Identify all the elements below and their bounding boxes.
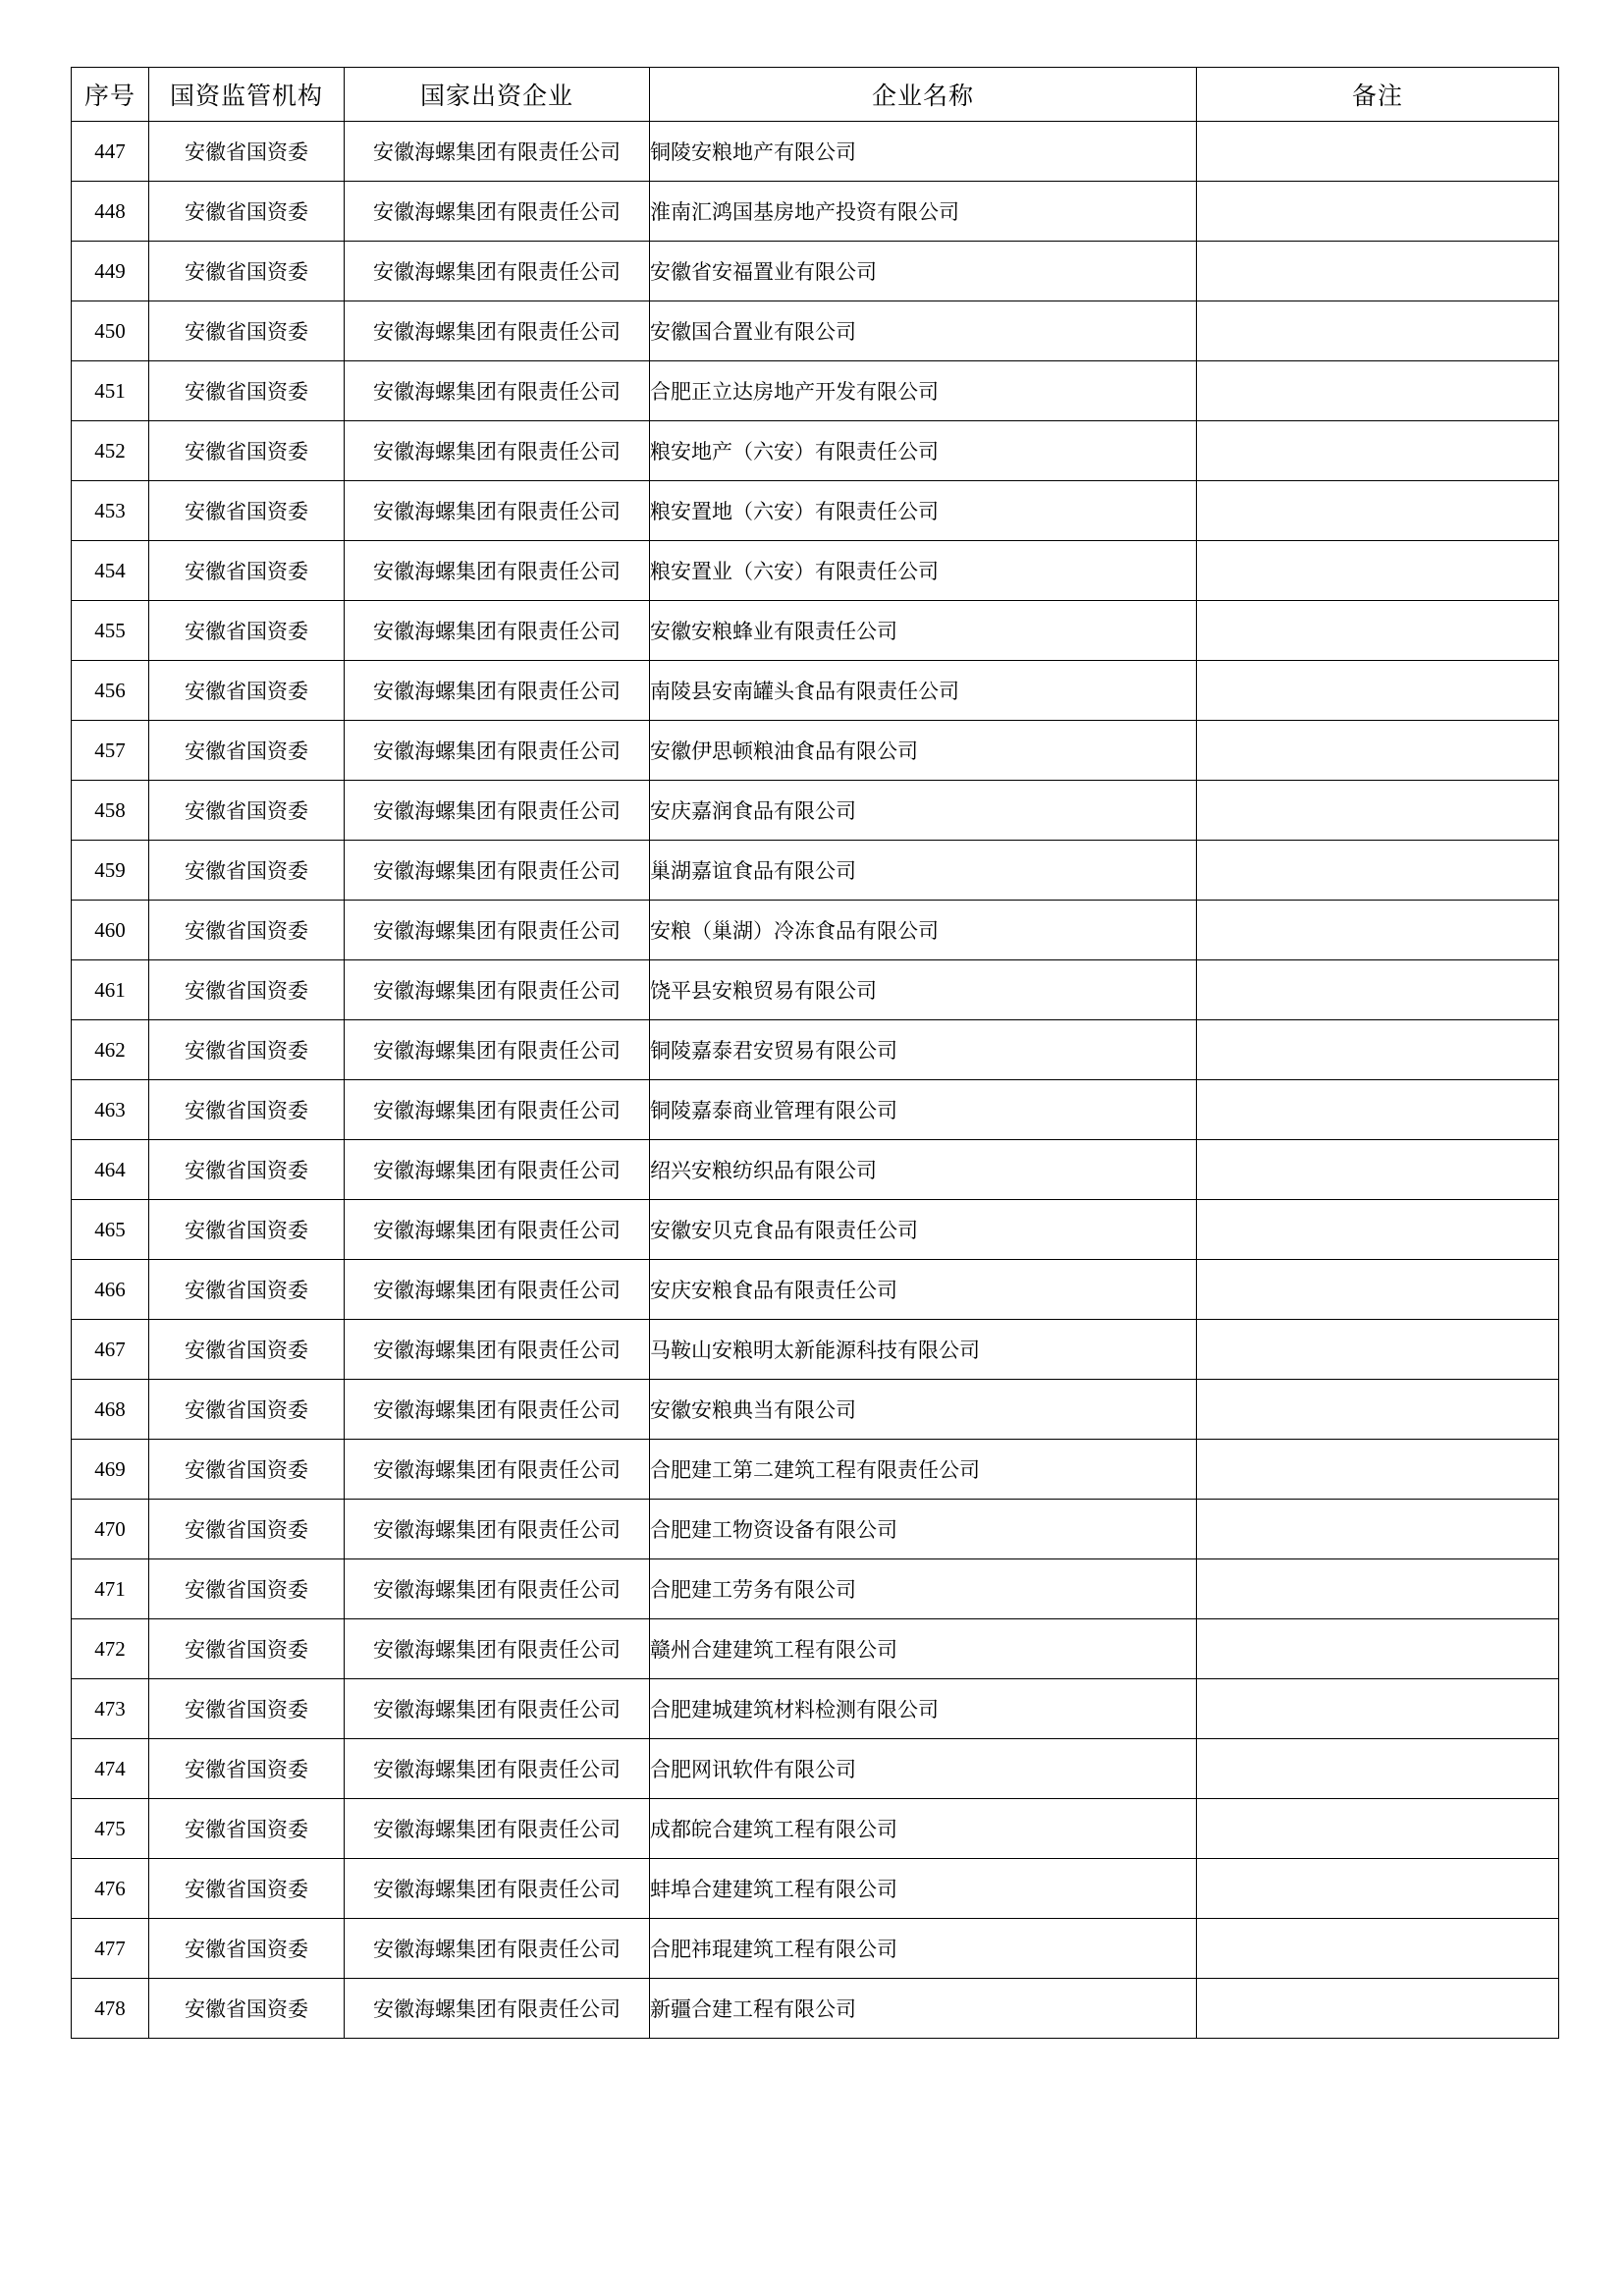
- table-row: [72, 182, 1559, 242]
- cell-index: 451: [72, 361, 149, 421]
- cell-index: 453: [72, 481, 149, 541]
- cell-note: [1197, 242, 1559, 301]
- cell-org: 安徽省国资委: [149, 781, 345, 841]
- table-row: [72, 1080, 1559, 1140]
- cell-enterprise: 安徽海螺集团有限责任公司: [345, 1559, 650, 1619]
- cell-org: 安徽省国资委: [149, 601, 345, 661]
- cell-note: [1197, 901, 1559, 960]
- cell-note: [1197, 1380, 1559, 1440]
- cell-note: [1197, 481, 1559, 541]
- table-row: [72, 301, 1559, 361]
- table-row: [72, 481, 1559, 541]
- cell-enterprise: 安徽海螺集团有限责任公司: [345, 601, 650, 661]
- table-row: [72, 1380, 1559, 1440]
- cell-note: [1197, 960, 1559, 1020]
- table-row: [72, 1919, 1559, 1979]
- cell-index: 449: [72, 242, 149, 301]
- cell-org: 安徽省国资委: [149, 1859, 345, 1919]
- cell-index: 448: [72, 182, 149, 242]
- cell-enterprise: 安徽海螺集团有限责任公司: [345, 1739, 650, 1799]
- cell-index: 478: [72, 1979, 149, 2039]
- cell-org: 安徽省国资委: [149, 1380, 345, 1440]
- cell-enterprise: 安徽海螺集团有限责任公司: [345, 1440, 650, 1500]
- cell-index: 447: [72, 122, 149, 182]
- cell-index: 467: [72, 1320, 149, 1380]
- cell-org: 安徽省国资委: [149, 1559, 345, 1619]
- cell-note: [1197, 1440, 1559, 1500]
- cell-org: 安徽省国资委: [149, 661, 345, 721]
- cell-index: 470: [72, 1500, 149, 1559]
- column-header-name: 企业名称: [650, 68, 1197, 122]
- table-header-row: [72, 68, 1559, 122]
- cell-name: 安徽安粮蜂业有限责任公司: [650, 601, 1197, 661]
- cell-note: [1197, 661, 1559, 721]
- cell-note: [1197, 361, 1559, 421]
- table-row: [72, 1200, 1559, 1260]
- cell-enterprise: 安徽海螺集团有限责任公司: [345, 242, 650, 301]
- cell-index: 452: [72, 421, 149, 481]
- cell-enterprise: 安徽海螺集团有限责任公司: [345, 721, 650, 781]
- cell-note: [1197, 1859, 1559, 1919]
- table-row: [72, 601, 1559, 661]
- cell-org: 安徽省国资委: [149, 1200, 345, 1260]
- cell-index: 477: [72, 1919, 149, 1979]
- cell-name: 马鞍山安粮明太新能源科技有限公司: [650, 1320, 1197, 1380]
- cell-org: 安徽省国资委: [149, 1619, 345, 1679]
- table-body: [72, 122, 1559, 2039]
- cell-name: 合肥建工第二建筑工程有限责任公司: [650, 1440, 1197, 1500]
- cell-index: 458: [72, 781, 149, 841]
- cell-enterprise: 安徽海螺集团有限责任公司: [345, 960, 650, 1020]
- cell-index: 469: [72, 1440, 149, 1500]
- cell-name: 安徽国合置业有限公司: [650, 301, 1197, 361]
- cell-org: 安徽省国资委: [149, 1500, 345, 1559]
- table-row: [72, 1140, 1559, 1200]
- cell-note: [1197, 1979, 1559, 2039]
- cell-note: [1197, 182, 1559, 242]
- cell-name: 赣州合建建筑工程有限公司: [650, 1619, 1197, 1679]
- cell-name: 蚌埠合建建筑工程有限公司: [650, 1859, 1197, 1919]
- cell-index: 463: [72, 1080, 149, 1140]
- cell-enterprise: 安徽海螺集团有限责任公司: [345, 1020, 650, 1080]
- cell-enterprise: 安徽海螺集团有限责任公司: [345, 1859, 650, 1919]
- cell-org: 安徽省国资委: [149, 1440, 345, 1500]
- cell-org: 安徽省国资委: [149, 182, 345, 242]
- cell-index: 465: [72, 1200, 149, 1260]
- cell-note: [1197, 1080, 1559, 1140]
- cell-note: [1197, 601, 1559, 661]
- cell-note: [1197, 421, 1559, 481]
- cell-name: 安徽伊思顿粮油食品有限公司: [650, 721, 1197, 781]
- table-row: [72, 1979, 1559, 2039]
- cell-index: 475: [72, 1799, 149, 1859]
- cell-name: 安徽省安福置业有限公司: [650, 242, 1197, 301]
- cell-index: 459: [72, 841, 149, 901]
- cell-org: 安徽省国资委: [149, 1739, 345, 1799]
- cell-name: 合肥网讯软件有限公司: [650, 1739, 1197, 1799]
- cell-enterprise: 安徽海螺集团有限责任公司: [345, 901, 650, 960]
- cell-enterprise: 安徽海螺集团有限责任公司: [345, 541, 650, 601]
- cell-enterprise: 安徽海螺集团有限责任公司: [345, 1619, 650, 1679]
- cell-name: 新疆合建工程有限公司: [650, 1979, 1197, 2039]
- cell-org: 安徽省国资委: [149, 1919, 345, 1979]
- cell-enterprise: 安徽海螺集团有限责任公司: [345, 182, 650, 242]
- cell-enterprise: 安徽海螺集团有限责任公司: [345, 361, 650, 421]
- cell-name: 铜陵嘉泰商业管理有限公司: [650, 1080, 1197, 1140]
- table-row: [72, 901, 1559, 960]
- cell-name: 成都皖合建筑工程有限公司: [650, 1799, 1197, 1859]
- cell-org: 安徽省国资委: [149, 242, 345, 301]
- cell-name: 合肥祎琨建筑工程有限公司: [650, 1919, 1197, 1979]
- cell-name: 巢湖嘉谊食品有限公司: [650, 841, 1197, 901]
- cell-enterprise: 安徽海螺集团有限责任公司: [345, 1919, 650, 1979]
- cell-enterprise: 安徽海螺集团有限责任公司: [345, 1799, 650, 1859]
- table-row: [72, 1619, 1559, 1679]
- cell-org: 安徽省国资委: [149, 901, 345, 960]
- cell-index: 474: [72, 1739, 149, 1799]
- table-row: [72, 541, 1559, 601]
- table-row: [72, 1020, 1559, 1080]
- table-row: [72, 1260, 1559, 1320]
- cell-index: 472: [72, 1619, 149, 1679]
- cell-note: [1197, 1020, 1559, 1080]
- cell-enterprise: 安徽海螺集团有限责任公司: [345, 1679, 650, 1739]
- cell-name: 粮安地产（六安）有限责任公司: [650, 421, 1197, 481]
- table-row: [72, 1739, 1559, 1799]
- cell-note: [1197, 1739, 1559, 1799]
- cell-name: 淮南汇鸿国基房地产投资有限公司: [650, 182, 1197, 242]
- cell-enterprise: 安徽海螺集团有限责任公司: [345, 301, 650, 361]
- cell-org: 安徽省国资委: [149, 721, 345, 781]
- cell-org: 安徽省国资委: [149, 1260, 345, 1320]
- cell-name: 铜陵安粮地产有限公司: [650, 122, 1197, 182]
- cell-index: 476: [72, 1859, 149, 1919]
- cell-index: 462: [72, 1020, 149, 1080]
- cell-enterprise: 安徽海螺集团有限责任公司: [345, 1080, 650, 1140]
- cell-index: 471: [72, 1559, 149, 1619]
- cell-note: [1197, 1260, 1559, 1320]
- cell-note: [1197, 1200, 1559, 1260]
- cell-name: 南陵县安南罐头食品有限责任公司: [650, 661, 1197, 721]
- cell-enterprise: 安徽海螺集团有限责任公司: [345, 1979, 650, 2039]
- table-row: [72, 1679, 1559, 1739]
- table-row: [72, 960, 1559, 1020]
- cell-name: 安徽安贝克食品有限责任公司: [650, 1200, 1197, 1260]
- cell-enterprise: 安徽海螺集团有限责任公司: [345, 1500, 650, 1559]
- cell-note: [1197, 841, 1559, 901]
- cell-org: 安徽省国资委: [149, 481, 345, 541]
- column-header-note: 备注: [1197, 68, 1559, 122]
- cell-index: 468: [72, 1380, 149, 1440]
- cell-note: [1197, 1140, 1559, 1200]
- cell-note: [1197, 301, 1559, 361]
- table-row: [72, 1440, 1559, 1500]
- column-header-enterprise: 国家出资企业: [345, 68, 650, 122]
- cell-name: 合肥正立达房地产开发有限公司: [650, 361, 1197, 421]
- cell-name: 绍兴安粮纺织品有限公司: [650, 1140, 1197, 1200]
- cell-enterprise: 安徽海螺集团有限责任公司: [345, 481, 650, 541]
- cell-org: 安徽省国资委: [149, 361, 345, 421]
- table-row: [72, 1799, 1559, 1859]
- cell-index: 457: [72, 721, 149, 781]
- cell-org: 安徽省国资委: [149, 541, 345, 601]
- cell-org: 安徽省国资委: [149, 421, 345, 481]
- table-row: [72, 841, 1559, 901]
- cell-note: [1197, 781, 1559, 841]
- cell-note: [1197, 1320, 1559, 1380]
- cell-enterprise: 安徽海螺集团有限责任公司: [345, 1320, 650, 1380]
- cell-name: 粮安置业（六安）有限责任公司: [650, 541, 1197, 601]
- cell-org: 安徽省国资委: [149, 1799, 345, 1859]
- cell-org: 安徽省国资委: [149, 1679, 345, 1739]
- cell-note: [1197, 1619, 1559, 1679]
- cell-enterprise: 安徽海螺集团有限责任公司: [345, 781, 650, 841]
- cell-name: 安粮（巢湖）冷冻食品有限公司: [650, 901, 1197, 960]
- table-row: [72, 122, 1559, 182]
- cell-org: 安徽省国资委: [149, 1140, 345, 1200]
- cell-index: 450: [72, 301, 149, 361]
- table-header: [72, 68, 1559, 122]
- cell-index: 461: [72, 960, 149, 1020]
- table-row: [72, 721, 1559, 781]
- cell-name: 合肥建城建筑材料检测有限公司: [650, 1679, 1197, 1739]
- cell-note: [1197, 1679, 1559, 1739]
- cell-enterprise: 安徽海螺集团有限责任公司: [345, 661, 650, 721]
- cell-name: 合肥建工物资设备有限公司: [650, 1500, 1197, 1559]
- table-row: [72, 1859, 1559, 1919]
- cell-name: 安庆嘉润食品有限公司: [650, 781, 1197, 841]
- cell-enterprise: 安徽海螺集团有限责任公司: [345, 122, 650, 182]
- cell-index: 455: [72, 601, 149, 661]
- cell-enterprise: 安徽海螺集团有限责任公司: [345, 1140, 650, 1200]
- column-header-index: 序号: [72, 68, 149, 122]
- cell-name: 铜陵嘉泰君安贸易有限公司: [650, 1020, 1197, 1080]
- table-row: [72, 1559, 1559, 1619]
- cell-org: 安徽省国资委: [149, 960, 345, 1020]
- enterprise-table: [71, 67, 1559, 2039]
- cell-name: 合肥建工劳务有限公司: [650, 1559, 1197, 1619]
- cell-index: 456: [72, 661, 149, 721]
- cell-note: [1197, 721, 1559, 781]
- cell-enterprise: 安徽海螺集团有限责任公司: [345, 841, 650, 901]
- cell-enterprise: 安徽海螺集团有限责任公司: [345, 1260, 650, 1320]
- table-row: [72, 661, 1559, 721]
- cell-org: 安徽省国资委: [149, 1320, 345, 1380]
- table-row: [72, 242, 1559, 301]
- cell-org: 安徽省国资委: [149, 301, 345, 361]
- cell-name: 安庆安粮食品有限责任公司: [650, 1260, 1197, 1320]
- table-row: [72, 781, 1559, 841]
- cell-enterprise: 安徽海螺集团有限责任公司: [345, 421, 650, 481]
- cell-name: 安徽安粮典当有限公司: [650, 1380, 1197, 1440]
- cell-note: [1197, 1799, 1559, 1859]
- table-row: [72, 1320, 1559, 1380]
- cell-note: [1197, 541, 1559, 601]
- cell-note: [1197, 1919, 1559, 1979]
- cell-note: [1197, 1500, 1559, 1559]
- cell-org: 安徽省国资委: [149, 841, 345, 901]
- cell-index: 466: [72, 1260, 149, 1320]
- table-row: [72, 421, 1559, 481]
- cell-index: 460: [72, 901, 149, 960]
- cell-org: 安徽省国资委: [149, 1979, 345, 2039]
- cell-index: 454: [72, 541, 149, 601]
- cell-index: 464: [72, 1140, 149, 1200]
- cell-name: 粮安置地（六安）有限责任公司: [650, 481, 1197, 541]
- cell-org: 安徽省国资委: [149, 1080, 345, 1140]
- cell-enterprise: 安徽海螺集团有限责任公司: [345, 1380, 650, 1440]
- cell-note: [1197, 1559, 1559, 1619]
- table-row: [72, 1500, 1559, 1559]
- column-header-org: 国资监管机构: [149, 68, 345, 122]
- cell-org: 安徽省国资委: [149, 122, 345, 182]
- cell-name: 饶平县安粮贸易有限公司: [650, 960, 1197, 1020]
- table-row: [72, 361, 1559, 421]
- cell-note: [1197, 122, 1559, 182]
- cell-enterprise: 安徽海螺集团有限责任公司: [345, 1200, 650, 1260]
- cell-index: 473: [72, 1679, 149, 1739]
- cell-org: 安徽省国资委: [149, 1020, 345, 1080]
